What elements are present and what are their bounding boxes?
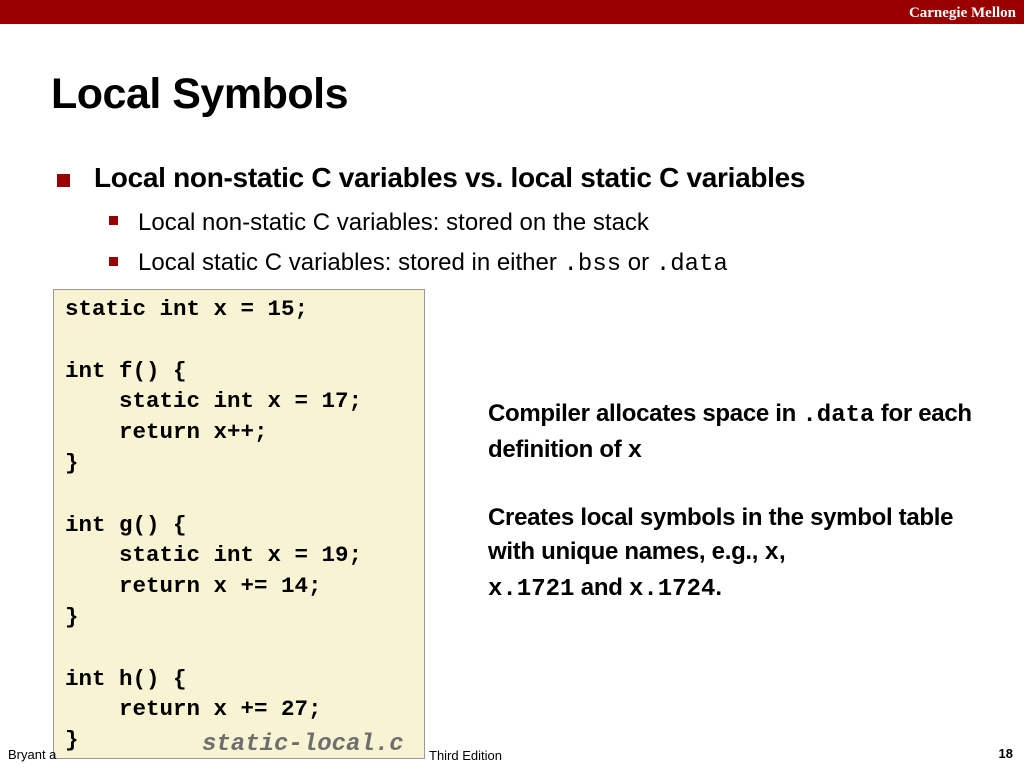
symbol-x: x: [764, 540, 779, 567]
source-filename: static-local.c: [202, 731, 404, 758]
square-bullet-icon: [109, 257, 118, 266]
footer-edition: Third Edition: [429, 748, 502, 763]
bss-section-label: .bss: [563, 251, 622, 278]
symbol-x: x: [627, 438, 643, 465]
header-bar: [0, 0, 1024, 24]
note-text: Compiler allocates space in: [488, 400, 803, 427]
note-text: for each definition of: [488, 400, 979, 463]
symbol-x-1721: x.1721: [488, 576, 575, 603]
sub-bullet-text: [138, 248, 728, 280]
page-number: 18: [998, 746, 1013, 761]
brand-label: Carnegie Mellon: [908, 5, 1016, 21]
symbol-x-1724: x.1724: [628, 576, 716, 603]
main-bullet: [57, 160, 805, 196]
slide-title: Local Symbols: [51, 70, 348, 118]
sub-bullet-static: [109, 248, 728, 280]
main-bullet-text: Local non-static C variables vs. local static C variables: [94, 162, 806, 193]
data-section-label: .data: [655, 251, 728, 278]
footer-author: Bryant a: [8, 747, 57, 762]
sub-bullet-text: Local non-static C variables: stored on the stack: [138, 209, 649, 236]
or-text: or: [621, 249, 656, 276]
square-bullet-icon: [57, 174, 70, 187]
note-text: and: [574, 574, 629, 601]
note-text: ,: [778, 538, 786, 565]
square-bullet-icon: [109, 216, 118, 225]
code-listing-box: [53, 289, 425, 759]
note-text: Creates local symbols in the symbol table with unique names, e.g.,: [488, 504, 960, 565]
code-listing: static int x = 15; int f() { static int x = 17; return x++; } int g() { static int x = 19; return x += 14; } int h() { return x += 27; }: [65, 296, 363, 754]
sub-bullet-prefix: Local static C variables: stored in either: [138, 249, 564, 276]
note-text: .: [715, 574, 722, 601]
note-local-symbols: [488, 501, 988, 607]
data-section-label: .data: [802, 402, 875, 429]
note-compiler-allocates: [488, 397, 988, 469]
sub-bullet-stack: [109, 208, 649, 238]
